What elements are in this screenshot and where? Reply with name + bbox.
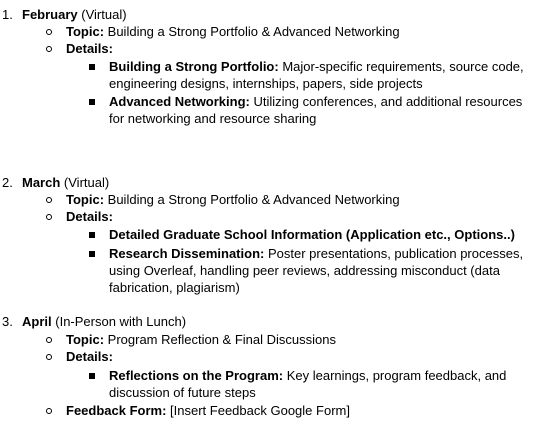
topic-line xyxy=(66,331,336,348)
topic-text: Building a Strong Portfolio & Advanced Networking xyxy=(107,24,400,39)
detail-item xyxy=(109,93,522,110)
hollow-circle-bullet-icon xyxy=(46,214,52,220)
detail-title: Building a Strong Portfolio: xyxy=(109,59,279,74)
filled-square-bullet-icon xyxy=(89,99,95,105)
details-label: Details: xyxy=(66,349,113,364)
list-number: 3. xyxy=(2,314,13,329)
hollow-circle-bullet-icon xyxy=(46,197,52,203)
detail-item xyxy=(109,367,506,384)
filled-square-bullet-icon xyxy=(89,232,95,238)
details-label: Details: xyxy=(66,209,113,224)
hollow-circle-bullet-icon xyxy=(46,46,52,52)
detail-text-continued: for networking and resource sharing xyxy=(109,111,317,126)
topic-line xyxy=(66,23,400,40)
detail-item xyxy=(109,245,523,262)
feedback-value: [Insert Feedback Google Form] xyxy=(170,403,350,418)
month-heading xyxy=(22,6,127,23)
detail-text: Poster presentations, publication processes, xyxy=(267,246,524,261)
detail-text: Key learnings, program feedback, and xyxy=(286,368,507,383)
feedback-line xyxy=(66,402,350,419)
list-number: 2. xyxy=(2,175,13,190)
detail-text-continued: engineering designs, internships, papers, side projects xyxy=(109,76,423,91)
detail-text-continued: fabrication, plagiarism) xyxy=(109,280,240,295)
topic-label: Topic: xyxy=(66,192,105,207)
topic-label: Topic: xyxy=(66,332,105,347)
month-heading xyxy=(22,313,186,330)
month-heading xyxy=(22,174,109,191)
detail-text: Utilizing conferences, and additional resources xyxy=(253,94,523,109)
hollow-circle-bullet-icon xyxy=(46,408,52,414)
hollow-circle-bullet-icon xyxy=(46,354,52,360)
detail-text: Major-specific requirements, source code, xyxy=(282,59,524,74)
feedback-label: Feedback Form: xyxy=(66,403,167,418)
topic-text: Program Reflection & Final Discussions xyxy=(107,332,336,347)
detail-item xyxy=(109,226,515,243)
detail-title: Research Dissemination: xyxy=(109,246,265,261)
month-mode: (In-Person with Lunch) xyxy=(55,314,187,329)
detail-title: Reflections on the Program: xyxy=(109,368,284,383)
topic-label: Topic: xyxy=(66,24,105,39)
details-label: Details: xyxy=(66,41,113,56)
hollow-circle-bullet-icon xyxy=(46,337,52,343)
month-mode: (Virtual) xyxy=(63,175,110,190)
topic-text: Building a Strong Portfolio & Advanced Networking xyxy=(107,192,400,207)
month-mode: (Virtual) xyxy=(81,7,127,22)
filled-square-bullet-icon xyxy=(89,373,95,379)
filled-square-bullet-icon xyxy=(89,251,95,257)
topic-line xyxy=(66,191,400,208)
month-name: March xyxy=(22,175,61,190)
hollow-circle-bullet-icon xyxy=(46,29,52,35)
month-name: April xyxy=(22,314,52,329)
detail-text-continued: discussion of future steps xyxy=(109,385,256,400)
detail-item xyxy=(109,58,524,75)
list-number: 1. xyxy=(2,7,13,22)
filled-square-bullet-icon xyxy=(89,64,95,70)
detail-title: Advanced Networking: xyxy=(109,94,250,109)
detail-text-continued: using Overleaf, handling peer reviews, addressing misconduct (data xyxy=(109,263,500,278)
month-name: February xyxy=(22,7,78,22)
detail-title: Detailed Graduate School Information (Application etc., Options..) xyxy=(109,227,515,242)
